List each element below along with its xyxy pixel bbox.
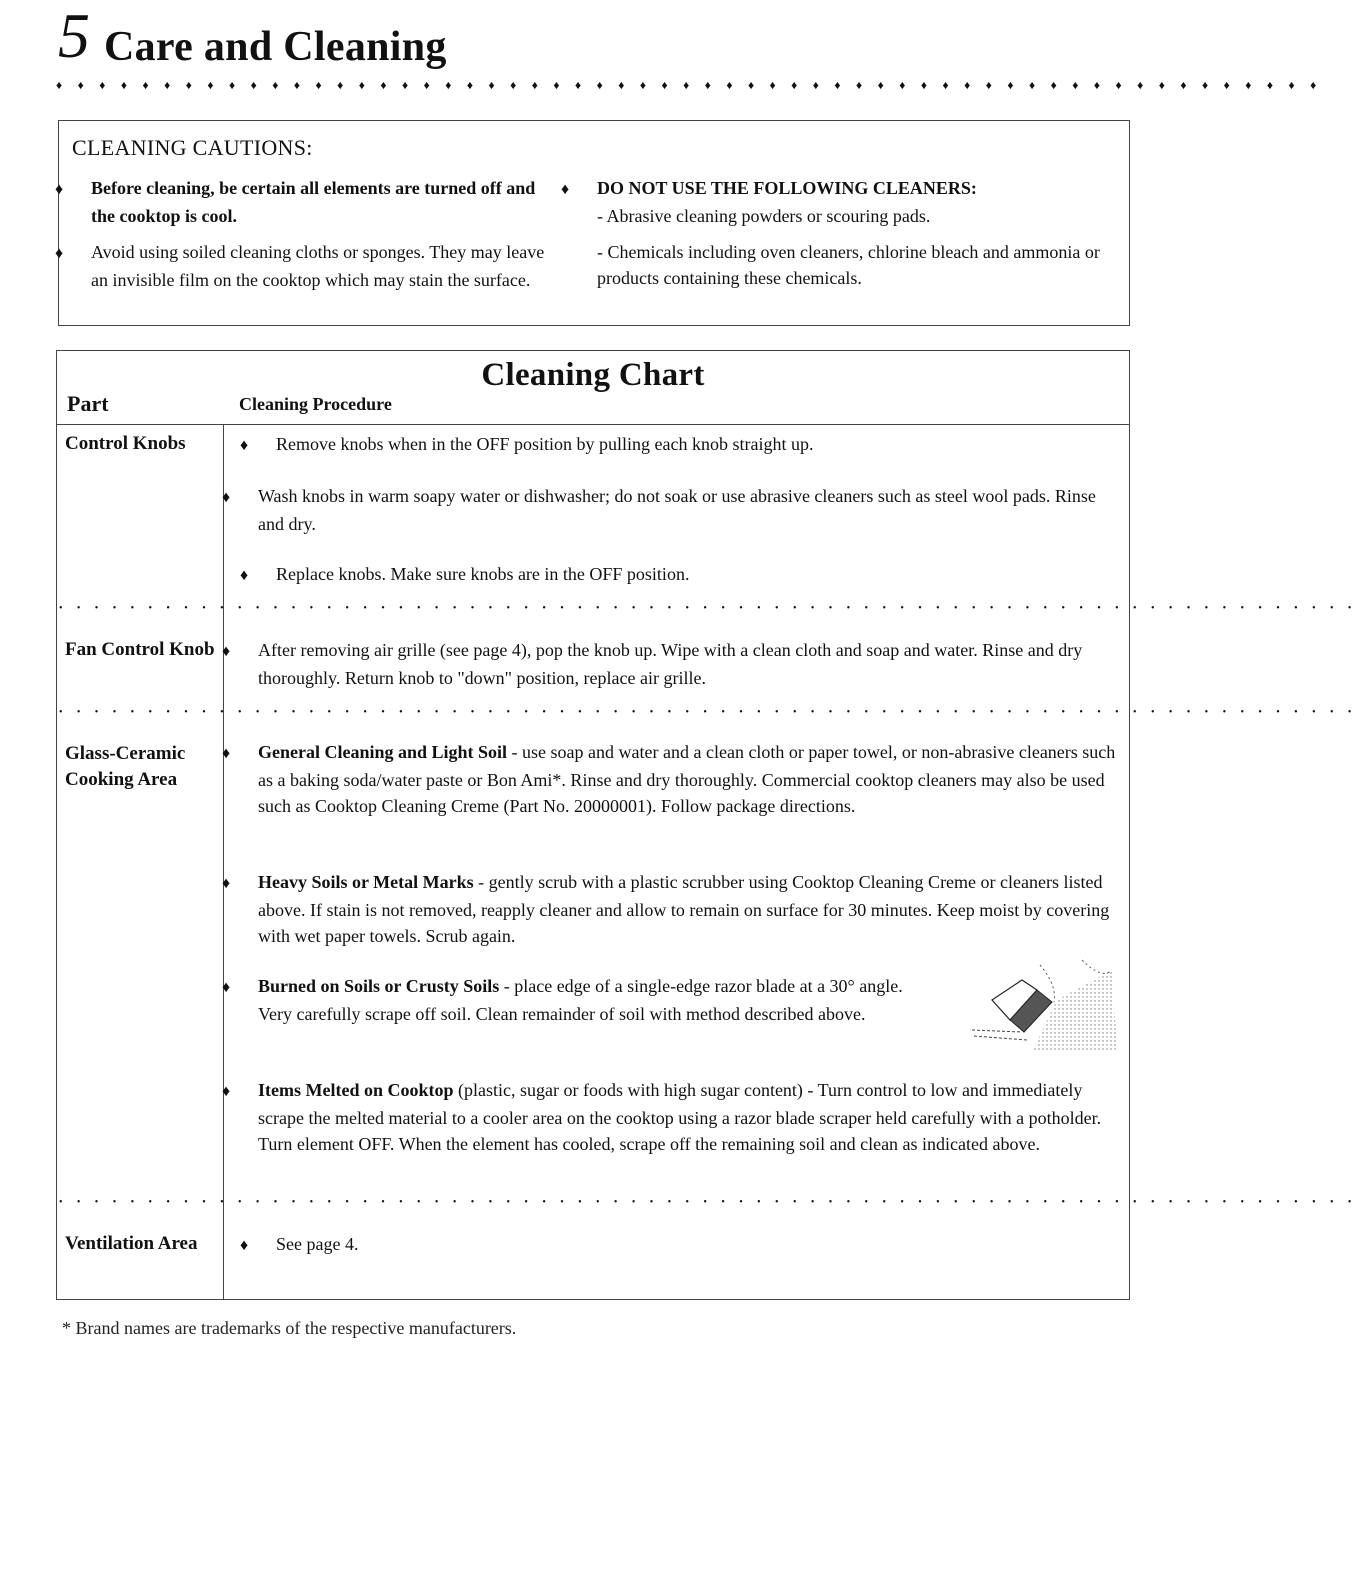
part-name: Ventilation Area — [65, 1233, 198, 1254]
diamond-bullet-icon: ♦ — [222, 643, 231, 660]
diamond-bullet-icon: ♦ — [240, 437, 249, 454]
part-name: Control Knobs — [65, 433, 186, 454]
procedure-item: ♦ Heavy Soils or Metal Marks - gently scrub with a plastic scrubber using Cooktop Cleaning Creme or cleaners listed above. If stain is not removed, reapply cleaner and allow to remain on surface for 30 minutes. Keep moist by covering with wet paper towels. Scrub again. — [222, 872, 1110, 946]
procedure-item: ♦ General Cleaning and Light Soil - use soap and water and a clean cloth or paper towel, or non-abrasive cleaners such as a baking soda/water paste or Bon Ami*. Rinse and dry thoroughly. Commercial cooktop cleaners may also be used such as Cooktop Cleaning Creme (Part No. 20000001). Follow package directions. — [222, 742, 1116, 816]
part-name: Glass-Ceramic Cooking Area — [65, 743, 186, 790]
cautions-left-column — [55, 175, 563, 303]
page-title: Care and Cleaning — [104, 24, 447, 70]
diamond-bullet-icon: ♦ — [240, 1237, 249, 1254]
procedure-item: ♦ Items Melted on Cooktop (plastic, sugar or foods with high sugar content) - Turn control to low and immediately scrape the melted material to a cooler area on the cooktop using a razor blade scraper held carefully with a potholder. Turn element OFF. When the element has cooled, scrape off the remaining soil and clean as indicated above. — [222, 1080, 1102, 1154]
diamond-bullet-icon: ♦ — [222, 979, 231, 996]
cautions-title: CLEANING CAUTIONS: — [72, 135, 313, 160]
table-row — [57, 425, 1129, 605]
column-header-part: Part — [67, 391, 109, 416]
caution-item: ♦ Before cleaning, be certain all elements are turned off and the cooktop is cool. — [55, 178, 536, 226]
procedure-item: ♦ After removing air grille (see page 4), pop the knob up. Wipe with a clean cloth and soap and water. Rinse and dry thoroughly. Return knob to "down" position, replace air grille. — [222, 640, 1083, 688]
cautions-right-column — [561, 175, 1109, 301]
caution-heading: ♦ DO NOT USE THE FOLLOWING CLEANERS: — [579, 175, 1109, 203]
cleaning-chart — [56, 350, 1366, 1300]
diamond-bullet-icon: ♦ — [55, 245, 64, 262]
diamond-bullet-icon: ♦ — [561, 181, 570, 198]
diamond-divider: ♦♦♦♦♦♦♦♦♦♦♦♦♦♦♦♦♦♦♦♦♦♦♦♦♦♦♦♦♦♦♦♦♦♦♦♦♦♦♦♦♦♦♦♦♦♦♦♦♦♦♦♦♦♦♦♦♦♦♦ — [56, 78, 1332, 92]
caution-item: ♦ Avoid using soiled cleaning cloths or sponges. They may leave an invisible film on the cooktop which may stain the surface. — [55, 242, 545, 290]
diamond-bullet-icon: ♦ — [55, 181, 64, 198]
caution-subitem: - Abrasive cleaning powders or scouring pads. — [597, 206, 931, 226]
caution-subitem: - Chemicals including oven cleaners, chlorine bleach and ammonia or products containing these chemicals. — [597, 242, 1100, 288]
part-name: Fan Control Knob — [65, 639, 215, 660]
cleaning-cautions-box — [55, 120, 1130, 326]
procedure-item: ♦ Replace knobs. Make sure knobs are in the OFF position. — [240, 561, 1120, 589]
procedure-item: ♦ See page 4. — [240, 1231, 1120, 1259]
section-number: 5 — [58, 0, 90, 71]
diamond-bullet-icon: ♦ — [240, 567, 249, 584]
row-divider: ••••••••••••••••••••••••••••••••••••••••••••••••••••••••••••••••••••••••• — [59, 707, 1366, 718]
diamond-bullet-icon: ♦ — [222, 745, 231, 762]
row-divider: ••••••••••••••••••••••••••••••••••••••••••••••••••••••••••••••••••••••••• — [59, 1197, 1366, 1208]
diamond-bullet-icon: ♦ — [222, 1083, 231, 1100]
table-row — [57, 631, 1129, 711]
row-divider: ••••••••••••••••••••••••••••••••••••••••••••••••••••••••••••••••••••••••• — [59, 603, 1366, 614]
diamond-bullet-icon: ♦ — [222, 875, 231, 892]
table-row — [57, 1225, 1129, 1299]
procedure-item: ♦ Remove knobs when in the OFF position by pulling each knob straight up. — [240, 431, 1120, 459]
procedure-item: ♦ Wash knobs in warm soapy water or dishwasher; do not soak or use abrasive cleaners such as steel wool pads. Rinse and dry. — [222, 486, 1096, 534]
diamond-bullet-icon: ♦ — [222, 489, 231, 506]
razor-scraper-illustration-icon — [962, 960, 1122, 1055]
footnote: * Brand names are trademarks of the respective manufacturers. — [62, 1318, 517, 1338]
procedure-item: ♦ Burned on Soils or Crusty Soils - place edge of a single-edge razor blade at a 30° angle. Very carefully scrape off soil. Clean remainder of soil with method described above. — [222, 976, 903, 1024]
chart-title: Cleaning Chart — [481, 357, 705, 393]
column-header-procedure: Cleaning Procedure — [239, 394, 392, 414]
